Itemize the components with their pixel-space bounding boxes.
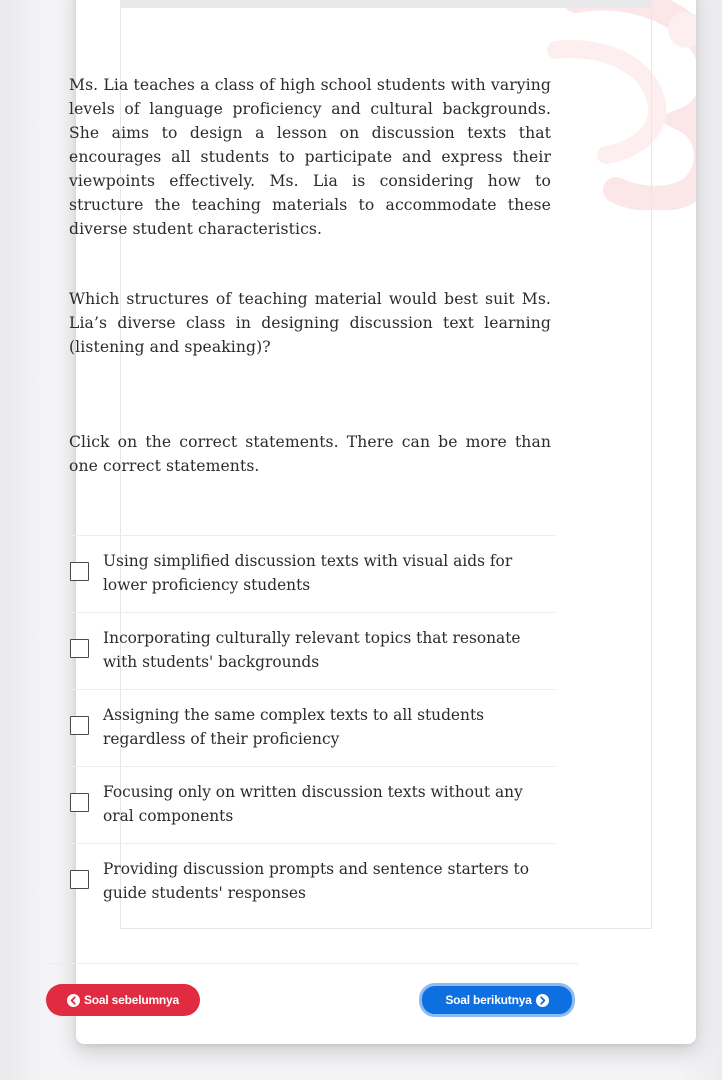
answer-option-5[interactable] <box>65 843 555 920</box>
next-question-button[interactable] <box>419 983 575 1017</box>
checkbox-5[interactable] <box>70 870 89 889</box>
question-scenario-text: Ms. Lia teaches a class of high school students with varying levels of language proficiency and cultural backgrounds. She aims to design a lesson on discussion texts that encourages all students to participate and express their viewpoints effectively. Ms. Lia is considering how to structure the teaching materials to accommodate these diverse student characteristics. <box>69 76 551 238</box>
answer-option-1[interactable] <box>65 535 555 612</box>
question-prompt-text: Which structures of teaching material would best suit Ms. Lia’s diverse class in designing discussion text learning (listening and speaking)? <box>69 290 551 356</box>
answer-option-label: Focusing only on written discussion texts without any oral components <box>103 783 523 825</box>
answer-option-label: Providing discussion prompts and sentence starters to guide students' responses <box>103 860 530 902</box>
checkbox-1[interactable] <box>70 562 89 581</box>
chevron-left-circle-icon <box>67 994 80 1007</box>
chevron-right-circle-icon <box>536 994 549 1007</box>
answer-option-3[interactable] <box>65 689 555 766</box>
question-instruction-text: Click on the correct statements. There can be more than one correct statements. <box>69 433 551 475</box>
answer-option-label: Using simplified discussion texts with visual aids for lower proficiency students <box>103 552 513 594</box>
answer-option-4[interactable] <box>65 766 555 843</box>
answer-option-2[interactable] <box>65 612 555 689</box>
answer-option-label: Assigning the same complex texts to all students regardless of their proficiency <box>103 706 485 748</box>
checkbox-4[interactable] <box>70 793 89 812</box>
checkbox-3[interactable] <box>70 716 89 735</box>
previous-question-button[interactable] <box>46 984 200 1016</box>
question-top-strip <box>120 0 652 8</box>
previous-question-label: Soal sebelumnya <box>83 993 180 1007</box>
footer-divider <box>44 963 578 964</box>
answer-option-label: Incorporating culturally relevant topics that resonate with students' backgrounds <box>103 629 521 671</box>
checkbox-2[interactable] <box>70 639 89 658</box>
next-question-label: Soal berikutnya <box>445 993 532 1007</box>
answer-options-list <box>65 535 555 920</box>
